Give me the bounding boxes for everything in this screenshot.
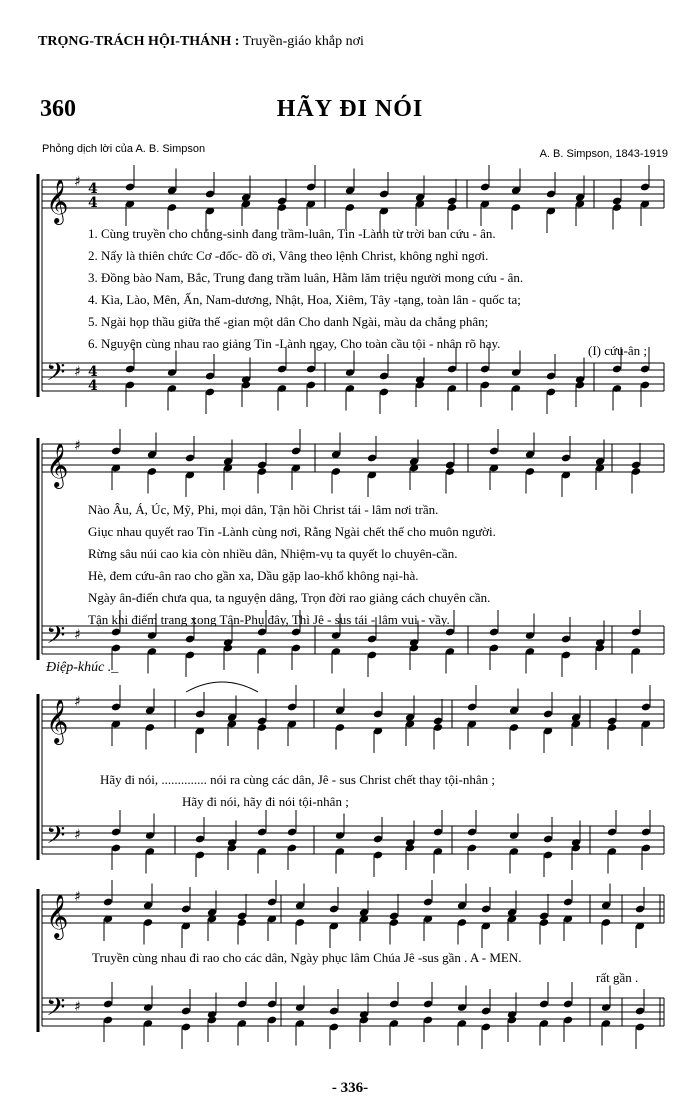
chorus-alto-lyrics: Hãy đi nói, hãy đi nói tội-nhân ; bbox=[182, 794, 349, 809]
chorus-soprano-lyrics: Hãy đi nói, .............. nói ra cùng các dân, Jê - sus Christ chết thay tội-nhân ; bbox=[100, 772, 495, 787]
sharp-icon: ♯ bbox=[74, 174, 81, 190]
bass-clef-icon: 𝄢 bbox=[46, 621, 66, 656]
sharp-icon: ♯ bbox=[74, 438, 81, 454]
bass-clef-icon: 𝄢 bbox=[46, 358, 66, 393]
hymn-title: HÃY ĐI NÓI bbox=[276, 96, 424, 122]
sharp-icon: ♯ bbox=[74, 999, 81, 1015]
section-title: TRỌNG-TRÁCH HỘI-THÁNH : bbox=[38, 34, 240, 49]
sharp-icon: ♯ bbox=[74, 694, 81, 710]
subsection-title: Truyền-giáo khắp nơi bbox=[242, 34, 364, 49]
verse-3-line-2: Rừng sâu núi cao kia còn nhiều dân, Nhiệm-vụ ta quyết lo chuyên-cần. bbox=[88, 546, 458, 561]
verse-footnote: (I) cứu-ân ; bbox=[588, 343, 648, 358]
sharp-icon: ♯ bbox=[74, 627, 81, 643]
verse-6-line-2: Tận khi điểm trang xong Tân-Phụ đây, Thì Jê - sus tái - lâm vui - vầy. bbox=[88, 612, 450, 627]
treble-clef-icon: 𝄞 bbox=[46, 699, 69, 743]
verse-2-line-1: 2. Nẩy là thiên chức Cơ -đốc- đồ ơi, Vâng theo lệnh Christ, không nghỉ ngơi. bbox=[88, 248, 489, 263]
verse-3-line-1: 3. Đồng bào Nam, Bắc, Trung đang trầm luân, Hằm lăm triệu người mong cứu - ân. bbox=[88, 270, 524, 285]
hymn-number: 360 bbox=[40, 96, 76, 122]
verse-1-line-1: 1. Cùng truyền cho chúng-sinh đang trầm-luân, Tin -Lành từ trời ban cứu - ân. bbox=[88, 226, 496, 241]
time-sig-top: 4 bbox=[88, 181, 98, 197]
sharp-icon: ♯ bbox=[74, 889, 81, 905]
sharp-icon: ♯ bbox=[74, 827, 81, 843]
bass-clef-icon: 𝄢 bbox=[46, 821, 66, 856]
verse-4-line-2: Hè, đem cứu-ân rao cho gần xa, Dầu gặp lao-khổ không nại-hà. bbox=[88, 568, 419, 583]
verse-2-line-2: Giục nhau quyết rao Tin -Lành cùng nơi, Rằng Ngài chết thế cho muôn người. bbox=[88, 524, 496, 539]
time-sig-bottom: 4 bbox=[88, 195, 98, 211]
chorus-label: Điệp-khúc ._ bbox=[46, 660, 119, 675]
slur-mark bbox=[186, 682, 258, 692]
verse-5-line-1: 5. Ngài họp thầu giữa thế -gian một dân Cho danh Ngài, màu da chẳng phân; bbox=[88, 314, 489, 329]
verse-1-line-2: Nào Âu, Á, Úc, Mỹ, Phi, mọi dân, Tận hồi Christ tái - lâm nơi trần. bbox=[88, 502, 439, 517]
chorus-final-echo: rất gần . bbox=[596, 970, 639, 985]
treble-clef-icon: 𝄞 bbox=[46, 443, 69, 487]
translator-credit: Phỏng dịch lời của A. B. Simpson bbox=[42, 143, 206, 155]
verse-5-line-2: Ngày ân-điển chưa qua, ta nguyện dâng, Trọn đời rao giảng cách chuyên cần. bbox=[88, 590, 491, 605]
sharp-icon: ♯ bbox=[74, 364, 81, 380]
time-sig-top: 4 bbox=[88, 364, 98, 380]
treble-clef-icon: 𝄞 bbox=[46, 894, 69, 938]
verse-6-line-1: 6. Nguyện cùng nhau rao giảng Tin -Lành ngay, Cho toàn cầu tội - nhân rõ hay. bbox=[88, 336, 501, 351]
treble-clef-icon: 𝄞 bbox=[46, 179, 69, 223]
verse-4-line-1: 4. Kìa, Lào, Mên, Ấn, Nam-dương, Nhật, Hoa, Xiêm, Tây -tạng, toàn lân - quốc ta; bbox=[88, 292, 521, 307]
time-sig-bottom: 4 bbox=[88, 378, 98, 394]
bass-clef-icon: 𝄢 bbox=[46, 993, 66, 1028]
author-credit: A. B. Simpson, 1843-1919 bbox=[539, 148, 668, 160]
chorus-final-lyrics: Truyền cùng nhau đi rao cho các dân, Ngày phục lâm Chúa Jê -sus gần . A - MEN. bbox=[92, 950, 522, 965]
page-number: - 336- bbox=[331, 1080, 369, 1096]
